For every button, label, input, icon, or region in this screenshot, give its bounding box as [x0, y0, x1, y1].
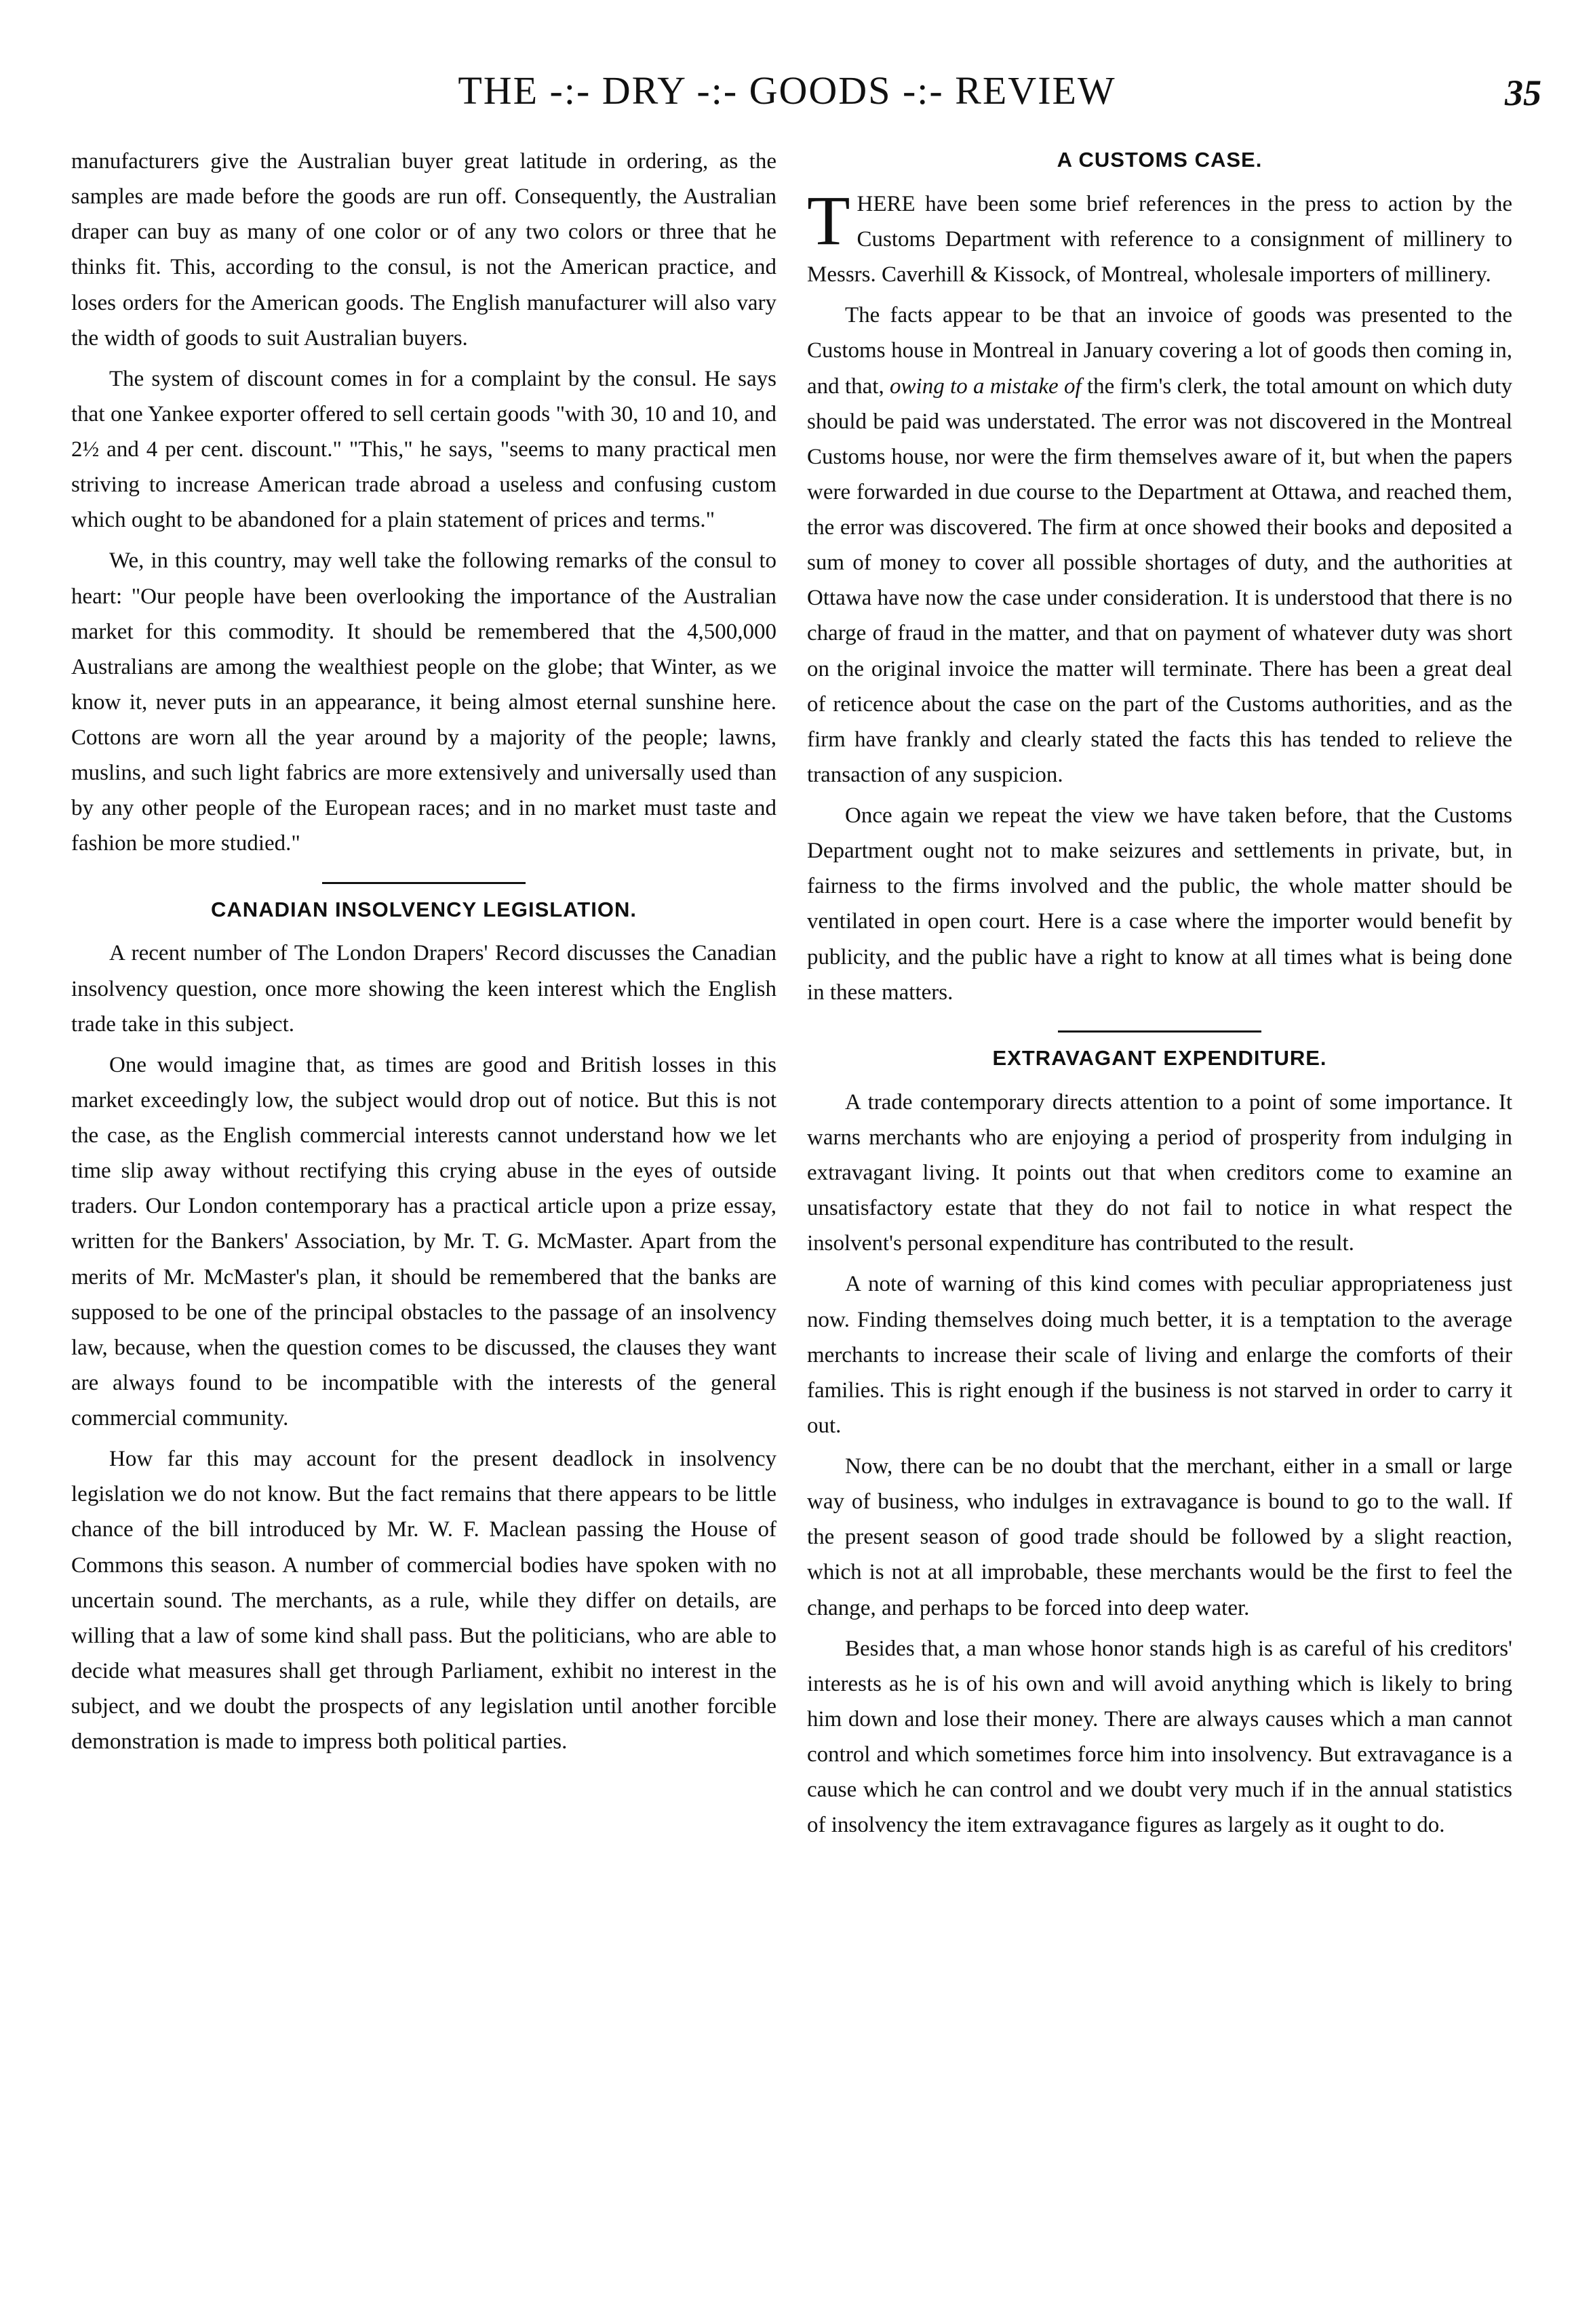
paragraph-text: The facts appear to be that an invoice of goods was presented to the Customs house in Montreal in January covering a lot of goods then coming in, and that,	[807, 303, 1512, 399]
paragraph: One would imagine that, as times are good and British losses in this market exceedingly low, the subject would drop out of notice. But this is not the case, as the English commercial interests cannot understand how we let time slip away without rectifying this crying abuse in the eyes of outside traders. Our London contemporary has a practical article upon a prize essay, written for the Bankers' Association, by Mr. T. G. McMaster. Apart from the merits of Mr. McMaster's plan, it should be remembered that the banks are supposed to be one of the principal obstacles to the passage of an insolvency law, because, when the question comes to be discussed, the clauses they want are always found to be incompatible with the interests of the general commercial community.	[71, 1052, 776, 1431]
paragraph-text: the firm's clerk, the total amount on which duty should be paid was understated. The error was not discovered in the Montreal Customs house, nor were the firm themselves aware of it, but when the papers were forwarded in due course to the Department at Ottawa, and reached them, the error was discovered. The firm at once showed their books and deposited a sum of money to cover all possible shortages of duty, and the authorities at Ottawa have now the case under consideration. It is understood that there is no charge of fraud in the matter, and that on payment of whatever duty was short on the original invoice the matter will terminate. There has been a great deal of reticence about the case on the part of the Customs authorities, and as the firm have frankly and clearly stated the facts this has tended to relieve the transaction of any suspicion.	[807, 374, 1512, 787]
page-number: 35	[1505, 73, 1541, 113]
paragraph: Besides that, a man whose honor stands high is as careful of his creditors' interests as he is of his own and will avoid anything which is likely to bring him down and lose their money. There are always causes which a man cannot control and which sometimes force him into insolvency. But extravagance is a cause which he can control and we doubt very much if in the annual statistics of insolvency the item extravagance figures as largely as it ought to do.	[807, 1636, 1512, 1838]
section-heading-extravagant: EXTRAVAGANT EXPENDITURE.	[992, 1045, 1327, 1070]
paragraph: How far this may account for the present deadlock in insolvency legislation we do not know. But the fact remains that there appears to be little chance of the bill introduced by Mr. W. F. Maclean passing the House of Commons this season. A number of commercial bodies have spoken with no uncertain sound. The merchants, as a rule, while they differ on details, are willing that a law of some kind shall pass. But the politicians, who are able to decide what measures shall get through Parliament, exhibit no interest in the subject, and we doubt the prospects of any legislation until another forcible demonstration is made to impress both political parties.	[71, 1447, 776, 1755]
page-title: THE -:- DRY -:- GOODS -:- REVIEW	[458, 68, 1116, 113]
paragraph: Once again we repeat the view we have taken before, that the Customs Department ought not to make seizures and settlements in private, but, in fairness to the firms involved and the public, the whole matter should be ventilated in open court. Here is a case where the importer would benefit by publicity, and the public have a right to know at all times what is being done in these matters.	[807, 803, 1512, 1005]
paragraph: The system of discount comes in for a complaint by the consul. He says that one Yankee exporter offered to sell certain goods "with 30, 10 and 10, and 2½ and 4 per cent. discount." "This," he says, "seems to many practical men striving to increase American trade abroad a useless and confusing custom which ought to be abandoned for a plain statement of prices and terms."	[71, 366, 776, 533]
paragraph	[807, 298, 1512, 793]
right-column	[807, 144, 1512, 1848]
paragraph: A note of warning of this kind comes with peculiar appropriateness just now. Finding themselves doing much better, it is a temptation to the average merchants to increase their scale of living and enlarge the comforts of their families. This is right enough if the business is not starved in order to carry it out.	[807, 1272, 1512, 1438]
paragraph	[807, 181, 1512, 292]
emphasis-text: owing to a mistake of	[890, 374, 1082, 399]
masthead	[0, 68, 1574, 129]
paragraph-text: HERE have been some brief references in the press to action by the Customs Department with reference to a consignment of millinery to Messrs. Caverhill & Kissock, of Montreal, wholesale importers of millinery.	[807, 191, 1512, 287]
paragraph: We, in this country, may well take the following remarks of the consul to heart: "Our people have been overlooking the importance of the Australian market for this commodity. It should be remembered that the 4,500,000 Australians are among the wealthiest people on the globe; that Winter, as we know it, never puts in an appearance, it being almost eternal sunshine here. Cottons are worn all the year around by a majority of the people; lawns, muslins, and such light fabrics are more extensively and universally used than by any other people of the European races; and in no market must taste and fashion be more studied."	[71, 548, 776, 856]
section-heading-customs: A CUSTOMS CASE.	[1057, 148, 1263, 172]
section-divider	[1058, 1030, 1261, 1033]
section-heading-insolvency: CANADIAN INSOLVENCY LEGISLATION.	[211, 897, 637, 921]
drop-cap: T	[807, 181, 850, 260]
paragraph: manufacturers give the Australian buyer great latitude in ordering, as the samples are made before the goods are run off. Consequently, the Australian draper can buy as many of one color or of any two colors or three that he thinks fit. This, according to the consul, is not the American practice, and loses orders for the American goods. The English manufacturer will also vary the width of goods to suit Australian buyers.	[71, 149, 776, 350]
left-column	[71, 144, 776, 1765]
section-divider	[322, 882, 526, 884]
paragraph: A recent number of The London Drapers' Record discusses the Canadian insolvency question, once more showing the keen interest which the English trade take in this subject.	[71, 941, 776, 1037]
paragraph: A trade contemporary directs attention to a point of some importance. It warns merchants who are enjoying a period of prosperity from indulging in extravagant living. It points out that when creditors come to examine an unsatisfactory estate that they do not fail to notice in what respect the insolvent's personal expenditure has contributed to the result.	[807, 1089, 1512, 1256]
paragraph: Now, there can be no doubt that the merchant, either in a small or large way of business, who indulges in extravagance is bound to go to the wall. If the present season of good trade should be followed by a slight reaction, which is not at all improbable, these merchants would be the first to feel the change, and perhaps to be forced into deep water.	[807, 1454, 1512, 1620]
